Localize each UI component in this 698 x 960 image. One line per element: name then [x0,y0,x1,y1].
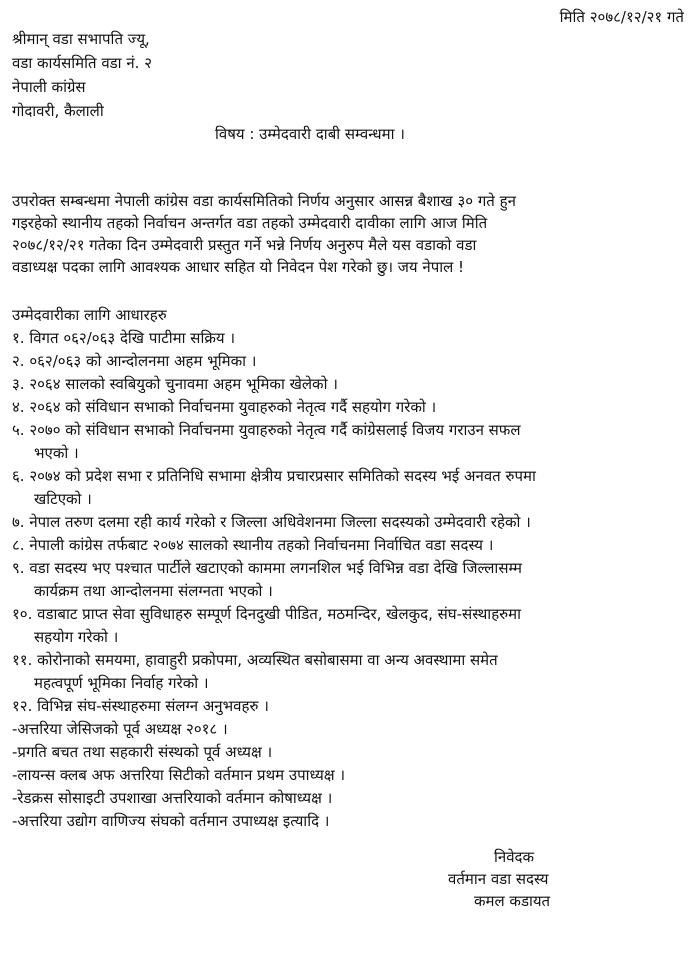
letter-body [12,190,684,278]
experience-item: -लायन्स क्लब अफ अत्तरिया सिटीको वर्तमान प्रथम उपाध्यक्ष । [12,766,346,784]
signature-name: कमल कडायत [474,892,551,910]
ground-item-11-cont: महत्वपूर्ण भूमिका निर्वाह गरेको । [34,674,209,692]
ground-item-3: ३. २०६४ सालको स्वबियुको चुनावमा अहम भूमिका खेलेको । [12,375,338,393]
ground-item-7: ७. नेपाल तरुण दलमा रही कार्य गरेको र जिल्ला अधिवेशनमा जिल्ला सदस्यको उम्मेदवारी रहेको । [12,513,531,531]
body-line: वडाध्यक्ष पदका लागि आवश्यक आधार सहित यो निवेदन पेश गरेको छु। जय नेपाल ! [12,258,465,276]
body-line: २०७८/१२/२१ गतेका दिन उम्मेदवारी प्रस्तुत गर्ने भन्ने निर्णय अनुरुप मैले यस वडाको वडा [12,236,477,254]
ground-item-10: १०. वडाबाट प्राप्त सेवा सुविधाहरु सम्पूर्ण दिनदुखी पीडित, मठमन्दिर, खेलकुद, संघ-संस्थाहरुमा [12,605,521,623]
experience-item: -अत्तरिया उद्योग वाणिज्य संघको वर्तमान उपाध्यक्ष इत्यादि । [12,812,330,830]
recipient-line-3: नेपाली कांग्रेस [12,78,86,96]
signature-position: वर्तमान वडा सदस्य [448,870,549,888]
signature-label: निवेदक [494,848,535,866]
letter-date: मिति २०७८/१२/२१ गते [559,8,684,26]
ground-item-2: २. ०६२/०६३ को आन्दोलनमा अहम भूमिका । [12,352,257,370]
experience-item: -रेडक्रस सोसाइटी उपशाखा अत्तरियाको वर्तमान कोषाध्यक्ष । [12,789,333,807]
ground-item-6: ६. २०७४ को प्रदेश सभा र प्रतिनिधि सभामा क्षेत्रीय प्रचारप्रसार समितिको सदस्य भई अनवत रुपमा [12,467,536,485]
grounds-list [12,304,684,833]
ground-item-11: ११. कोरोनाको समयमा, हावाहुरी प्रकोपमा, अव्यस्थित बसोबासमा वा अन्य अवस्थामा समेत [12,651,498,669]
ground-item-6-cont: खटिएको । [34,490,92,508]
ground-item-12: १२. विभिन्न संघ-संस्थाहरुमा संलग्न अनुभवहरु । [12,697,269,715]
ground-item-5-cont: भएको । [34,444,79,462]
letter-subject: विषय : उम्मेदवारी दाबी सम्वन्धमा । [215,125,405,143]
experience-item: -प्रगति बचत तथा सहकारी संस्थको पूर्व अध्यक्ष । [12,743,273,761]
ground-item-9-cont: कार्यक्रम तथा आन्दोलनमा संलग्नता भएको । [34,582,273,600]
experience-item: -अत्तरिया जेसिजको पूर्व अध्यक्ष २०१८ । [12,720,228,738]
ground-item-10-cont: सहयोग गरेको । [34,628,119,646]
recipient-line-4: गोदावरी, कैलाली [12,102,104,120]
grounds-heading: उम्मेदवारीका लागि आधारहरु [12,306,167,324]
ground-item-8: ८. नेपाली कांग्रेस तर्फबाट २०७४ सालको स्थानीय तहको निर्वाचनमा निर्वाचित वडा सदस्य । [12,536,494,554]
ground-item-9: ९. वडा सदस्य भए पश्चात पार्टीले खटाएको काममा लगनशिल भई विभिन्न वडा देखि जिल्लासम्म [12,559,522,577]
recipient-line-2: वडा कार्यसमिति वडा नं. २ [12,54,153,72]
ground-item-4: ४. २०६४ को संविधान सभाको निर्वाचनमा युवाहरुको नेतृत्व गर्दै सहयोग गरेको । [12,398,437,416]
recipient-line-1: श्रीमान् वडा सभापति ज्यू, [12,30,150,48]
ground-item-1: १. विगत ०६२/०६३ देखि पाटीमा सक्रिय । [12,329,236,347]
body-line: गइरहेको स्थानीय तहको निर्वाचन अन्तर्गत वडा तहको उम्मेदवारी दावीका लागि आज मिति [12,214,488,232]
body-line: उपरोक्त सम्बन्धमा नेपाली कांग्रेस वडा कार्यसमितिको निर्णय अनुसार आसन्न बैशाख ३० गते हुन [12,192,516,210]
ground-item-5: ५. २०७० को संविधान सभाको निर्वाचनमा युवाहरुको नेतृत्व गर्दै कांग्रेसलाई विजय गराउन सफल [12,421,521,439]
